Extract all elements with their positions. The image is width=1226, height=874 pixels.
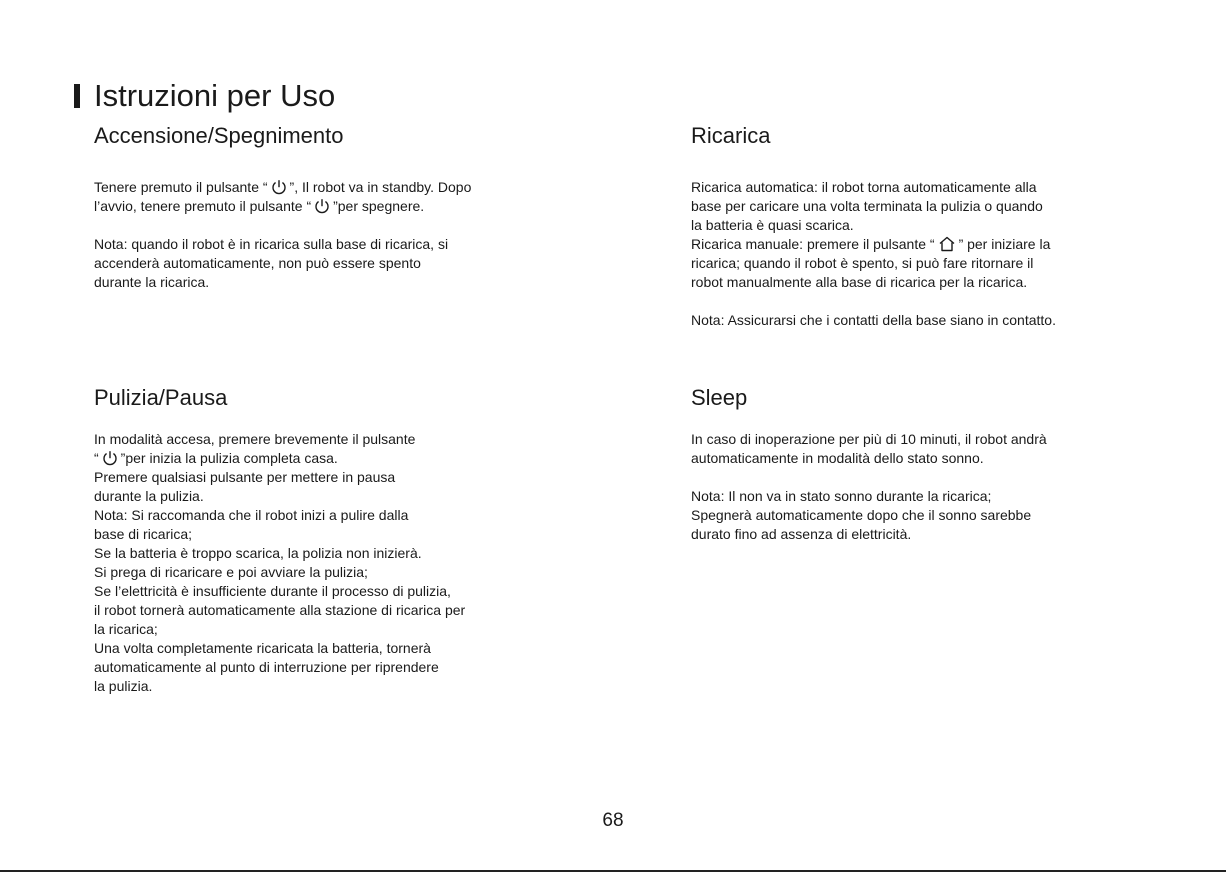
- section-heading: Sleep: [691, 385, 748, 410]
- home-icon: [938, 236, 956, 252]
- text-line: base di ricarica;: [94, 526, 193, 542]
- section-body: [94, 430, 614, 696]
- text-line: Una volta completamente ricaricata la batteria, tornerà: [94, 640, 431, 656]
- page-title: Istruzioni per Uso: [94, 78, 336, 113]
- text-line: la batteria è quasi scarica.: [691, 217, 854, 233]
- text-line: durante la pulizia.: [94, 488, 204, 504]
- text-fragment: Ricarica manuale: premere il pulsante “: [691, 236, 935, 252]
- text-fragment: “: [94, 450, 99, 466]
- section-pulizia: [94, 384, 614, 696]
- power-icon: [102, 450, 118, 466]
- text-line: [94, 449, 614, 468]
- note-line: Nota: Il non va in stato sonno durante la ricarica;: [691, 488, 992, 504]
- power-icon: [314, 198, 330, 214]
- text-line: In modalità accesa, premere brevemente il pulsante: [94, 431, 416, 447]
- note-line: accenderà automaticamente, non può essere spento: [94, 255, 421, 271]
- text-fragment: ”, Il robot va in standby. Dopo: [289, 179, 472, 195]
- text-line: robot manualmente alla base di ricarica per la ricarica.: [691, 274, 1028, 290]
- text-fragment: ”per spegnere.: [333, 198, 425, 214]
- title-accent-bar: [74, 84, 80, 108]
- text-fragment: ”per inizia la pulizia completa casa.: [120, 450, 338, 466]
- section-accensione: [94, 122, 614, 292]
- text-line: la pulizia.: [94, 678, 153, 694]
- note-line: Nota: quando il robot è in ricarica sulla base di ricarica, si: [94, 236, 449, 252]
- text-line: ricarica; quando il robot è spento, si può fare ritornare il: [691, 255, 1034, 271]
- section-sleep: [691, 384, 1211, 544]
- text-fragment: ” per iniziare la: [958, 236, 1051, 252]
- note-line: Spegnerà automaticamente dopo che il sonno sarebbe: [691, 507, 1032, 523]
- text-line: Se la batteria è troppo scarica, la polizia non inizierà.: [94, 545, 422, 561]
- text-line: [94, 178, 614, 197]
- text-fragment: Tenere premuto il pulsante “: [94, 179, 268, 195]
- note-line: durato fino ad assenza di elettricità.: [691, 526, 912, 542]
- section-body: [691, 178, 1211, 330]
- text-line: [691, 235, 1211, 254]
- text-line: il robot tornerà automaticamente alla stazione di ricarica per: [94, 602, 466, 618]
- section-heading: Ricarica: [691, 123, 771, 148]
- text-line: [94, 197, 614, 216]
- page-number: 68: [602, 810, 624, 831]
- text-line: automaticamente al punto di interruzione per riprendere: [94, 659, 439, 675]
- note-line: Nota: Assicurarsi che i contatti della base siano in contatto.: [691, 312, 1056, 328]
- section-ricarica: [691, 122, 1211, 330]
- text-line: base per caricare una volta terminata la pulizia o quando: [691, 198, 1043, 214]
- section-body: [691, 430, 1211, 544]
- note-line: durante la ricarica.: [94, 274, 210, 290]
- text-line: Premere qualsiasi pulsante per mettere in pausa: [94, 469, 396, 485]
- text-line: Se l’elettricità è insufficiente durante il processo di pulizia,: [94, 583, 451, 599]
- power-icon: [271, 179, 287, 195]
- text-fragment: l’avvio, tenere premuto il pulsante “: [94, 198, 312, 214]
- text-line: Nota: Si raccomanda che il robot inizi a pulire dalla: [94, 507, 409, 523]
- section-heading: Pulizia/Pausa: [94, 385, 228, 410]
- text-line: automaticamente in modalità dello stato sonno.: [691, 450, 984, 466]
- text-line: Ricarica automatica: il robot torna automaticamente alla: [691, 179, 1037, 195]
- text-line: la ricarica;: [94, 621, 158, 637]
- section-body: [94, 178, 614, 292]
- text-line: In caso di inoperazione per più di 10 minuti, il robot andrà: [691, 431, 1047, 447]
- text-line: Si prega di ricaricare e poi avviare la pulizia;: [94, 564, 368, 580]
- bottom-divider: [0, 870, 1226, 872]
- section-heading: Accensione/Spegnimento: [94, 123, 344, 148]
